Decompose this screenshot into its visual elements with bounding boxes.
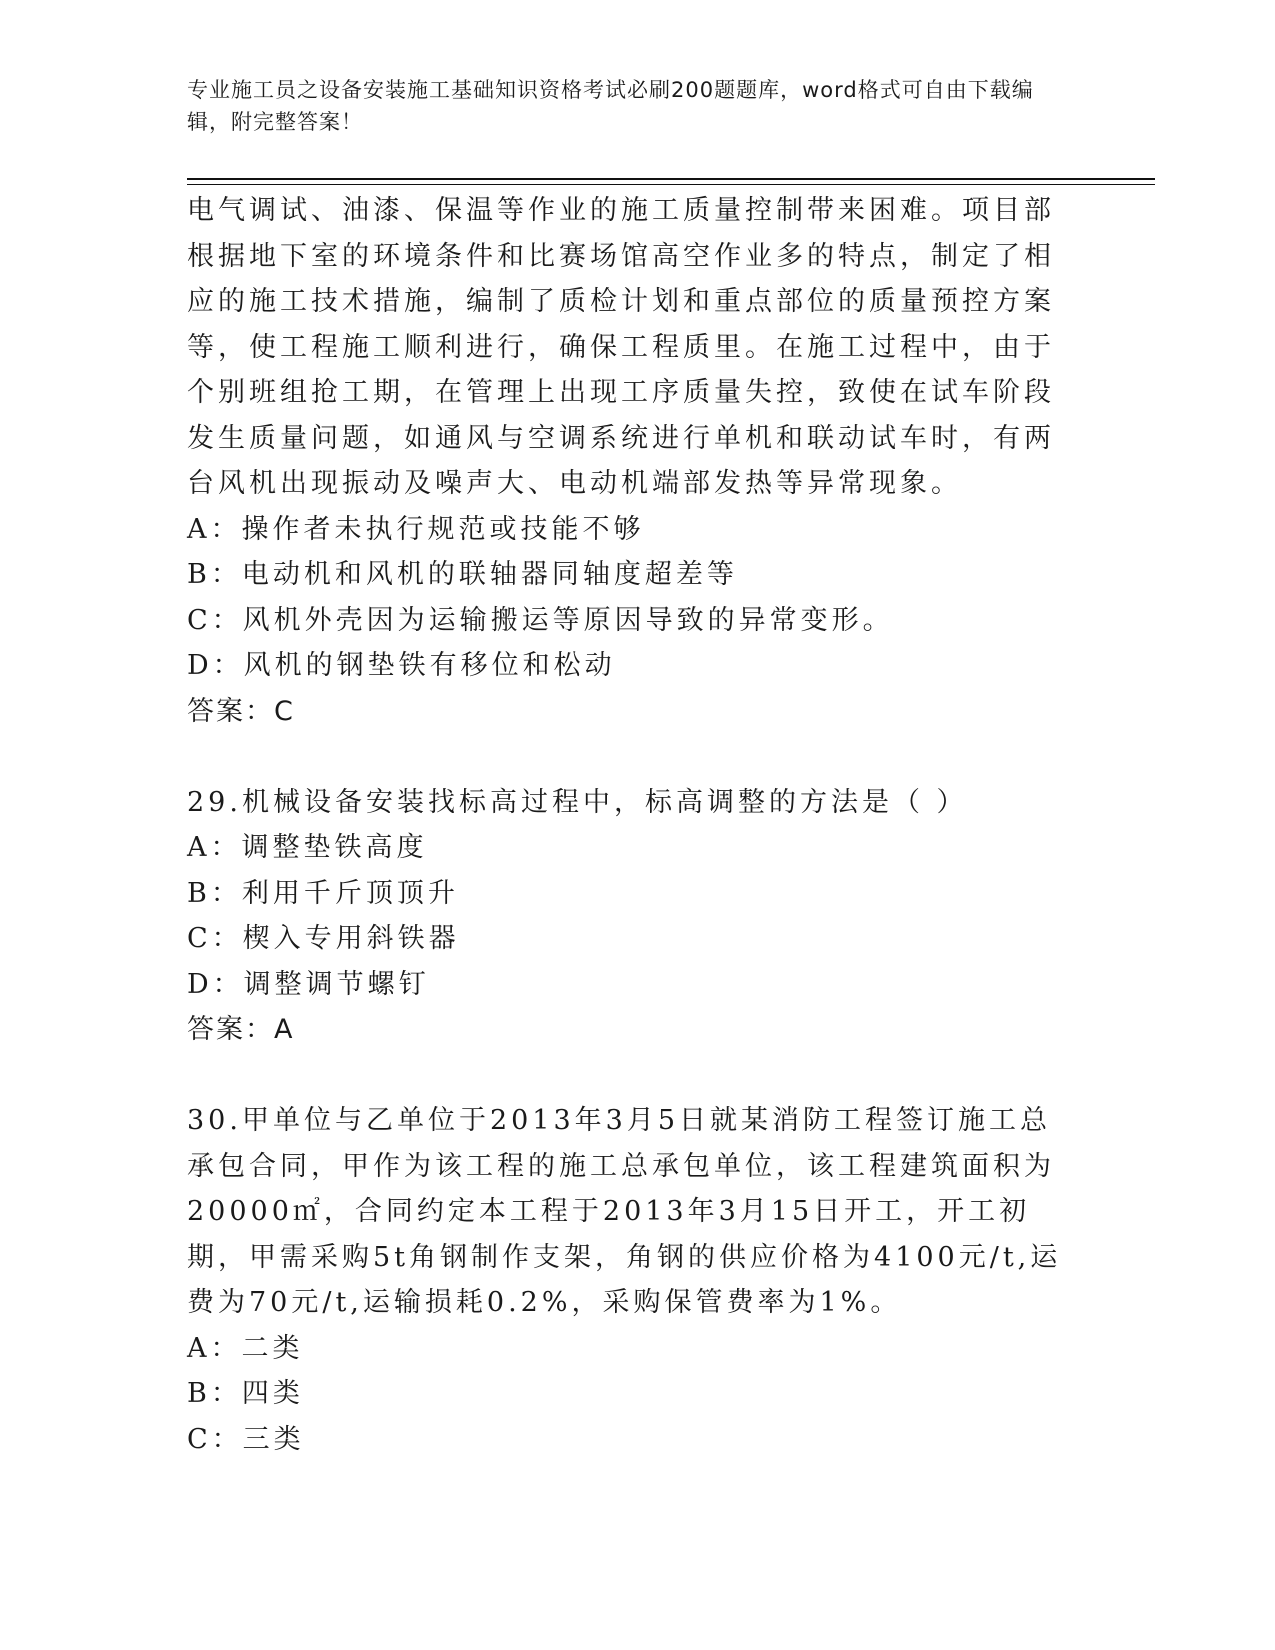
option-b: B：电动机和风机的联轴器同轴度超差等 xyxy=(187,559,738,590)
answer: 答案：A xyxy=(187,1014,295,1045)
option-a: A：调整垫铁高度 xyxy=(187,832,428,863)
question-stem: 电气调试、油漆、保温等作业的施工质量控制带来困难。项目部根据地下室的环境条件和比赛场馆高空作业多的特点，制定了相应的施工技术措施，编制了质检计划和重点部位的质量预控方案等，使工程施工顺利进行，确保工程质里。在施工过程中，由于个别班组抢工期，在管理上出现工序质量失控，致使在试车阶段发生质量问题，如通风与空调系统进行单机和联动试车时，有两台风机出现振动及噪声大、电动机端部发热等异常现象。 xyxy=(187,195,1055,499)
question-28 xyxy=(187,188,1067,734)
option-c: C：楔入专用斜铁器 xyxy=(187,923,460,954)
option-a: A：操作者未执行规范或技能不够 xyxy=(187,513,645,545)
question-stem: 30.甲单位与乙单位于2013年3月5日就某消防工程签订施工总承包合同，甲作为该工程的施工总承包单位，该工程建筑面积为20000㎡，合同约定本工程于2013年3月15日开工，开工初期，甲需采购5t角钢制作支架，角钢的供应价格为4100元/t,运费为70元/t,运输损耗0.2%，采购保管费率为1%。 xyxy=(187,1105,1062,1318)
spacer xyxy=(187,734,1067,780)
option-c: C：三类 xyxy=(187,1423,305,1455)
question-content xyxy=(187,188,1067,1462)
page-header: 专业施工员之设备安装施工基础知识资格考试必刷200题题库，word格式可自由下载编辑，附完整答案！ xyxy=(187,78,1034,134)
option-d: D：调整调节螺钉 xyxy=(187,968,430,1000)
spacer xyxy=(187,1053,1067,1099)
question-30 xyxy=(187,1098,1067,1462)
question-29 xyxy=(187,780,1067,1053)
option-b: B：四类 xyxy=(187,1378,304,1409)
answer: 答案：C xyxy=(187,695,295,727)
question-stem: 29.机械设备安装找标高过程中，标高调整的方法是（ ） xyxy=(187,786,968,818)
option-b: B：利用千斤顶顶升 xyxy=(187,877,459,909)
option-a: A：二类 xyxy=(187,1332,304,1364)
header-rule-thick xyxy=(187,178,1155,180)
header-rule-thin xyxy=(187,184,1155,185)
option-c: C：风机外壳因为运输搬运等原因导致的异常变形。 xyxy=(187,604,894,636)
option-d: D：风机的钢垫铁有移位和松动 xyxy=(187,650,616,681)
